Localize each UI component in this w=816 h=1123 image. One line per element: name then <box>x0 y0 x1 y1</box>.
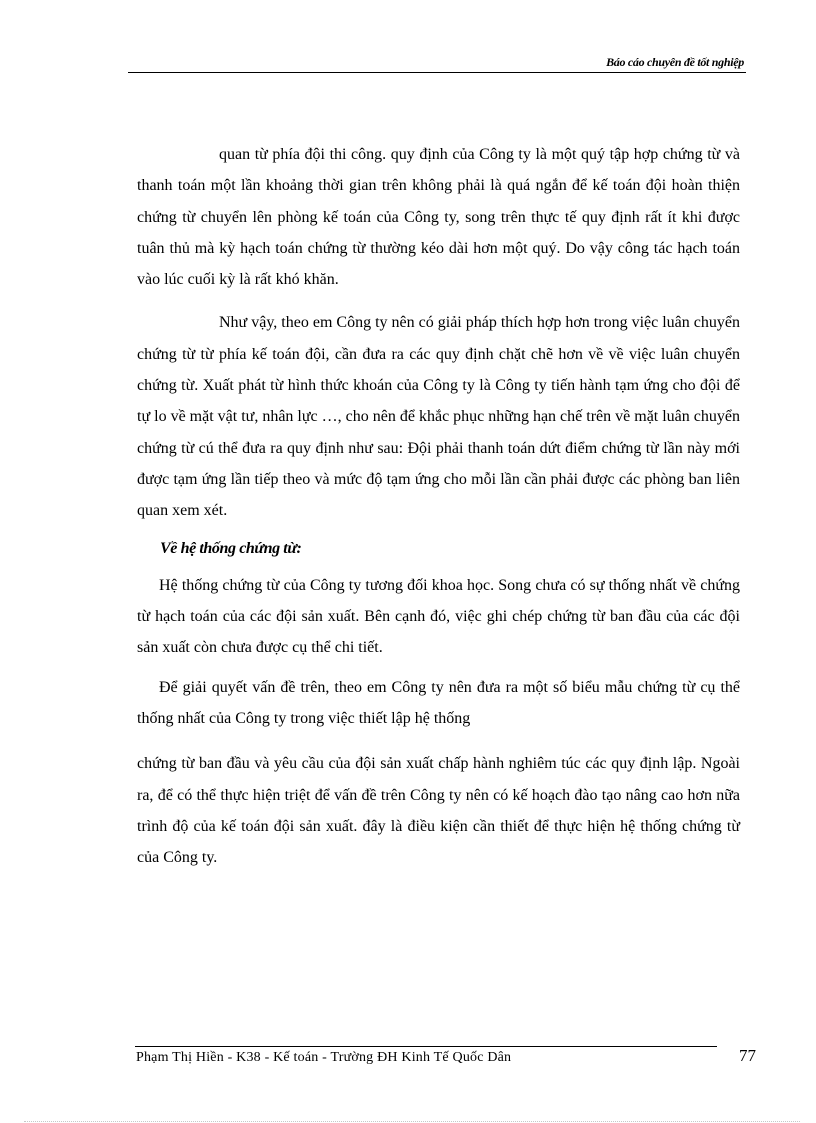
document-body <box>137 139 740 874</box>
footer-author-line: Phạm Thị Hiền - K38 - Kế toán - Trường ĐH Kinh Tế Quốc Dân <box>136 1050 512 1065</box>
paragraph-4: Để giải quyết vấn đề trên, theo em Công ty nên đưa ra một số biểu mẫu chứng từ cụ thể thống nhất của Công ty trong việc thiết lập hệ thống <box>137 678 740 728</box>
paragraph-3: Hệ thống chứng từ của Công ty tương đối khoa học. Song chưa có sự thống nhất về chứng từ hạch toán của các đội sản xuất. Bên cạnh đó, việc ghi chép chứng từ ban đầu của các đội sản xuất còn chưa được cụ thể chi tiết. <box>137 576 740 657</box>
section-subheading: Về hệ thống chứng từ: <box>160 539 302 557</box>
paragraph-2: Như vậy, theo em Công ty nên có giải pháp thích hợp hơn trong việc luân chuyển chứng từ từ phía kế toán đội, cần đưa ra các quy định chặt chẽ hơn về về việc luân chuyển chứng từ. Xuất phát từ hình thức khoán của Công ty là Công ty tiến hành tạm ứng cho đội để tự lo về mặt vật tư, nhân lực …, cho nên để khắc phục những hạn chế trên về mặt luân chuyển chứng từ cú thể đưa ra quy định như sau: Đội phải thanh toán dứt điểm chứng từ lần này mới được tạm ứng lần tiếp theo và mức độ tạm ứng cho mỗi lần cần phải được các phòng ban liên quan xem xét. <box>137 314 740 520</box>
paragraph-5: chứng từ ban đầu và yêu cầu của đội sản xuất chấp hành nghiêm túc các quy định lập. Ngoài ra, để có thể thực hiện triệt để vấn đề trên Công ty nên có kế hoạch đào tạo nâng cao hơn nữa trình độ của kế toán đội sản xuất. đây là điều kiện cần thiết để thực hiện hệ thống chứng từ của Công ty. <box>137 755 740 867</box>
page-bottom-dotted-border <box>24 1121 800 1122</box>
header-divider <box>128 72 746 73</box>
paragraph-1: quan từ phía đội thi công. quy định của Công ty là một quý tập hợp chứng từ và thanh toán một lần khoảng thời gian trên không phải là quá ngắn để kế toán đội hoàn thiện chứng từ chuyển lên phòng kế toán của Công ty, song trên thực tế quy định rất ít khi được tuân thủ mà kỳ hạch toán chứng từ thường kéo dài hơn một quý. Do vậy công tác hạch toán vào lúc cuối kỳ là rất khó khăn. <box>137 146 740 289</box>
page-number: 77 <box>739 1046 756 1065</box>
report-header-title: Báo cáo chuyên đề tốt nghiệp <box>606 55 744 69</box>
footer-divider <box>135 1046 717 1047</box>
